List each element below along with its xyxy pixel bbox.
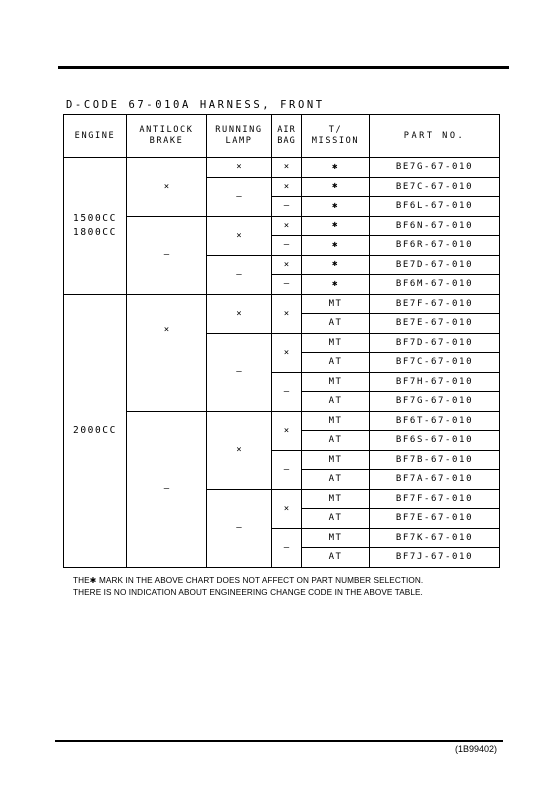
table-row xyxy=(64,158,500,178)
part-number: BF7K-67-010 xyxy=(370,528,500,548)
air-bag-mark: × xyxy=(272,333,302,372)
transmission-cell: MT xyxy=(302,333,370,353)
table-row xyxy=(64,216,500,236)
part-number: BF7F-67-010 xyxy=(370,489,500,509)
transmission-cell: ✱ xyxy=(302,216,370,236)
air-bag-mark: – xyxy=(272,197,302,217)
air-bag-mark: × xyxy=(272,489,302,528)
engine-cell-1500-1800: 1500CC 1800CC xyxy=(64,158,127,295)
part-number: BF6L-67-010 xyxy=(370,197,500,217)
note-line-1: THE✱ MARK IN THE ABOVE CHART DOES NOT AFFECT ON PART NUMBER SELECTION. xyxy=(73,576,424,585)
air-bag-mark: × xyxy=(272,255,302,275)
part-number: BF6M-67-010 xyxy=(370,275,500,295)
transmission-cell: AT xyxy=(302,548,370,568)
header-running-lamp: RUNNING LAMP xyxy=(207,115,272,158)
running-lamp-mark: – xyxy=(207,489,272,567)
part-number: BE7E-67-010 xyxy=(370,314,500,334)
header-antilock-brake: ANTILOCK BRAKE xyxy=(127,115,207,158)
transmission-cell: ✱ xyxy=(302,177,370,197)
part-number: BF7J-67-010 xyxy=(370,548,500,568)
part-number: BE7C-67-010 xyxy=(370,177,500,197)
table-notes xyxy=(73,575,423,598)
transmission-cell: MT xyxy=(302,450,370,470)
header-transmission: T/ MISSION xyxy=(302,115,370,158)
header-air-bag: AIR BAG xyxy=(272,115,302,158)
air-bag-mark: – xyxy=(272,236,302,256)
part-number: BF7E-67-010 xyxy=(370,509,500,529)
bottom-rule xyxy=(55,740,503,742)
transmission-cell: AT xyxy=(302,431,370,451)
part-number: BF7D-67-010 xyxy=(370,333,500,353)
transmission-cell: AT xyxy=(302,470,370,490)
transmission-cell: MT xyxy=(302,528,370,548)
part-number: BF7C-67-010 xyxy=(370,353,500,373)
part-number: BF7H-67-010 xyxy=(370,372,500,392)
air-bag-mark: – xyxy=(272,275,302,295)
transmission-cell: AT xyxy=(302,509,370,529)
transmission-cell: AT xyxy=(302,353,370,373)
air-bag-mark: × xyxy=(272,216,302,236)
antilock-mark: × xyxy=(127,294,207,411)
part-number: BF6R-67-010 xyxy=(370,236,500,256)
running-lamp-mark: × xyxy=(207,294,272,333)
transmission-cell: ✱ xyxy=(302,275,370,295)
air-bag-mark: – xyxy=(272,372,302,411)
note-line-2: THERE IS NO INDICATION ABOUT ENGINEERING CHANGE CODE IN THE ABOVE TABLE. xyxy=(73,587,423,597)
antilock-mark: – xyxy=(127,216,207,294)
transmission-cell: ✱ xyxy=(302,158,370,178)
transmission-cell: ✱ xyxy=(302,197,370,217)
part-number: BF6S-67-010 xyxy=(370,431,500,451)
running-lamp-mark: × xyxy=(207,158,272,178)
engine-cell-2000: 2000CC xyxy=(64,294,127,567)
air-bag-mark: × xyxy=(272,294,302,333)
air-bag-mark: – xyxy=(272,450,302,489)
part-number: BE7G-67-010 xyxy=(370,158,500,178)
footer-code: (1B99402) xyxy=(455,744,498,754)
transmission-cell: MT xyxy=(302,489,370,509)
air-bag-mark: × xyxy=(272,411,302,450)
part-number: BF6T-67-010 xyxy=(370,411,500,431)
transmission-cell: AT xyxy=(302,392,370,412)
document-title: D-CODE 67-010A HARNESS, FRONT xyxy=(66,99,325,111)
air-bag-mark: × xyxy=(272,177,302,197)
header-part-no: PART NO. xyxy=(370,115,500,158)
running-lamp-mark: × xyxy=(207,411,272,489)
table-row xyxy=(64,411,500,431)
antilock-mark: – xyxy=(127,411,207,567)
header-engine: ENGINE xyxy=(64,115,127,158)
part-number: BF6N-67-010 xyxy=(370,216,500,236)
top-rule xyxy=(58,66,509,69)
antilock-mark: × xyxy=(127,158,207,217)
transmission-cell: MT xyxy=(302,372,370,392)
air-bag-mark: × xyxy=(272,158,302,178)
part-number: BE7F-67-010 xyxy=(370,294,500,314)
air-bag-mark: – xyxy=(272,528,302,567)
transmission-cell: ✱ xyxy=(302,255,370,275)
part-number: BF7B-67-010 xyxy=(370,450,500,470)
part-number: BF7G-67-010 xyxy=(370,392,500,412)
transmission-cell: AT xyxy=(302,314,370,334)
transmission-cell: ✱ xyxy=(302,236,370,256)
running-lamp-mark: – xyxy=(207,333,272,411)
harness-table xyxy=(63,114,500,568)
running-lamp-mark: × xyxy=(207,216,272,255)
part-number: BE7D-67-010 xyxy=(370,255,500,275)
part-number: BF7A-67-010 xyxy=(370,470,500,490)
running-lamp-mark: – xyxy=(207,177,272,216)
running-lamp-mark: – xyxy=(207,255,272,294)
transmission-cell: MT xyxy=(302,411,370,431)
table-row xyxy=(64,294,500,314)
transmission-cell: MT xyxy=(302,294,370,314)
header-row xyxy=(64,115,500,158)
